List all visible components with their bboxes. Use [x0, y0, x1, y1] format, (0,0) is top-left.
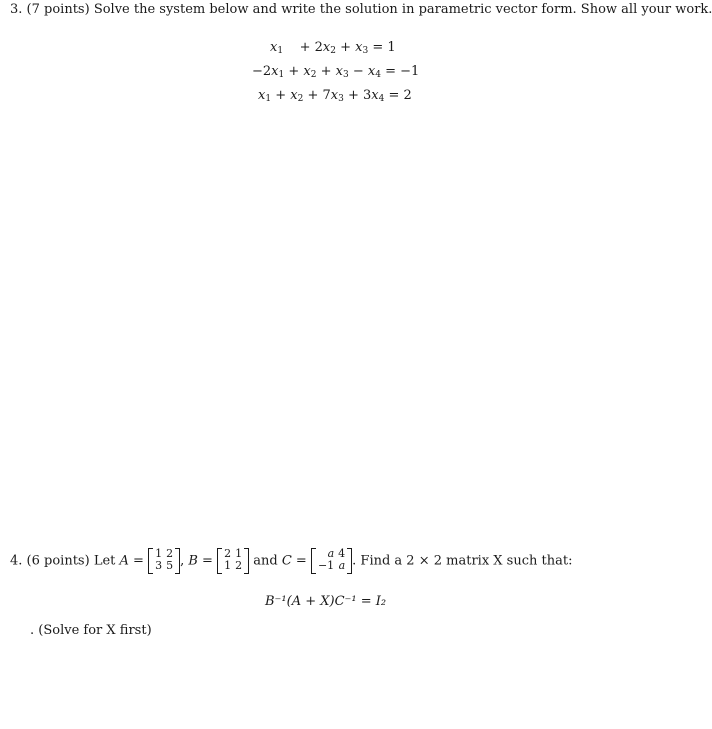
find-text: . Find a 2 × 2 matrix X such that: [352, 553, 573, 569]
and-word: and [253, 553, 278, 569]
hint-text: (Solve for X first) [38, 623, 152, 638]
let-word: Let [93, 553, 116, 569]
points-label: (6 points) [26, 553, 90, 569]
solve-hint [30, 623, 152, 638]
matrix-c [311, 548, 352, 574]
matrix-a-cell: 3 [155, 559, 163, 572]
matrix-b-cell: 1 [224, 559, 232, 572]
matrix-b [217, 548, 249, 574]
question-3-prompt [10, 2, 712, 17]
matrix-a-cell: 5 [166, 559, 174, 572]
target-equation: B⁻¹(A + X)C⁻¹ = I₂ [265, 594, 387, 609]
question-number: 4. [10, 553, 23, 569]
matrix-b-cell: 1 [235, 547, 243, 560]
matrix-c-cell: −1 [317, 559, 335, 572]
matrix-a [148, 548, 180, 574]
bullet-dot: . [30, 623, 35, 638]
matrix-b-cell: 2 [224, 547, 232, 560]
matrix-c-cell: a [327, 547, 335, 560]
question-text: Solve the system below and write the solution in parametric vector form. Show all your work. [93, 2, 712, 17]
matrix-b-cell: 2 [235, 559, 243, 572]
points-label: (7 points) [26, 2, 90, 17]
question-4-prompt: 4. (6 points) Let A = 1 2 3 5 , B = 2 1 1 2 and C = a 4 −1 a . Find a 2 × 2 matrix X such that: [10, 547, 573, 572]
equation-3: $x_1 + x_2 + 7x_3 + 3x_4 = 2$ [258, 88, 412, 104]
question-number: 3. [10, 2, 23, 17]
matrix-a-cell: 2 [166, 547, 174, 560]
equation-1: $x_1$ + $2x_2 + x_3 = 1$ [270, 40, 396, 56]
matrix-a-cell: 1 [155, 547, 163, 560]
equation-2: $-2x_1 + x_2 + x_3 - x_4 = -1$ [252, 64, 420, 80]
matrix-c-cell: a [338, 559, 346, 572]
matrix-c-cell: 4 [338, 547, 346, 560]
